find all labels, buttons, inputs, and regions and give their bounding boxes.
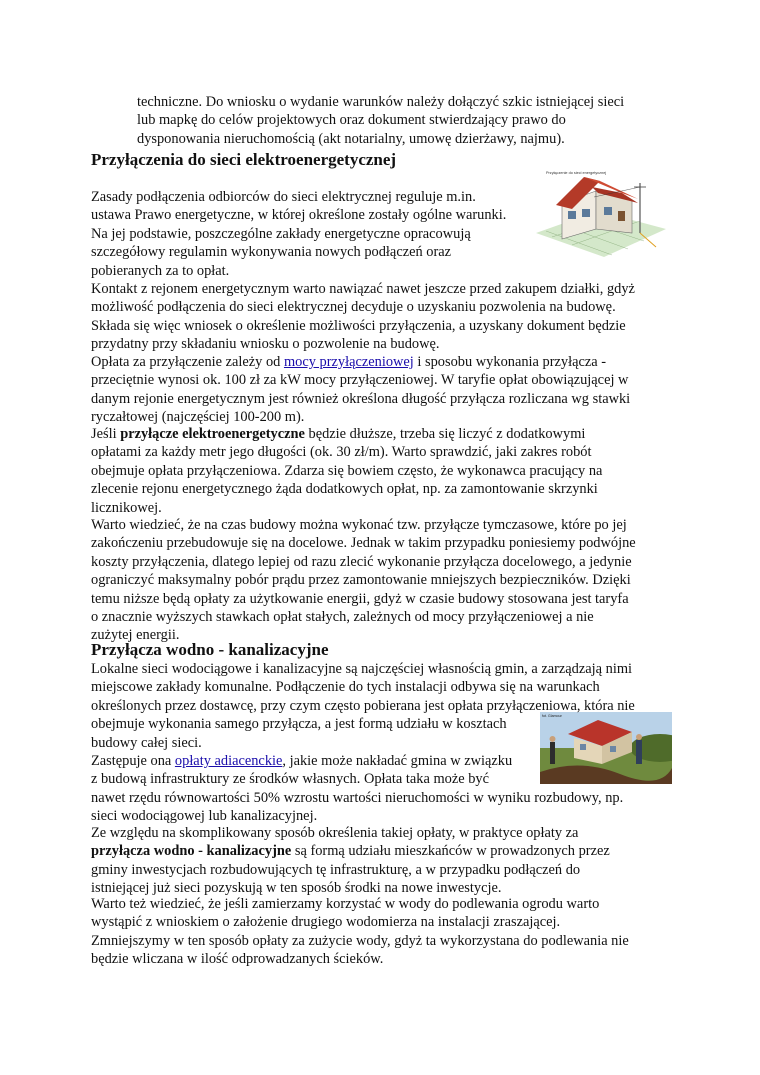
text-span: są formą udziału mieszkańców w prowadzonych przez	[291, 843, 610, 860]
text-line: lub mapkę do celów projektowych oraz dokument stwierdzający prawo do	[137, 112, 566, 129]
text-line: ograniczyć maksymalny pobór prądu przez zamontowanie mniejszych bezpieczników. Dzięki	[91, 572, 631, 589]
text-span: Zastępuje ona	[91, 753, 175, 769]
text-line: możliwość podłączenia do sieci elektrycznej decyduje o uzyskaniu pozwolenia na budowę.	[91, 299, 616, 316]
paragraph	[91, 425, 671, 517]
text-line: nawet rzędu równowartości 50% wzrostu wartości nieruchomości w wyniku rozbudowy, np.	[91, 789, 624, 806]
paragraph	[91, 824, 671, 898]
text-line: zużytej energii.	[91, 627, 180, 644]
text-line: wystąpić z wnioskiem o założenie drugiego wodomierza na instalacji zraszającej.	[91, 914, 561, 931]
text-line: szczegółowy regulamin wykonywania nowych podłączeń oraz	[91, 244, 452, 261]
text-line: miejscowe zakłady komunalne. Podłączenie do tych instalacji odbywa się na warunkach	[91, 679, 600, 696]
paragraph	[91, 752, 671, 826]
text-line: licznikowej.	[91, 499, 162, 516]
paragraph	[91, 516, 671, 645]
text-line: Warto wiedzieć, że na czas budowy można wykonać tzw. przyłącze tymczasowe, które po jej	[91, 517, 627, 533]
text-line: sieci wodociągowej lub kanalizacyjnej.	[91, 808, 318, 825]
text-line: Na jej podstawie, poszczególne zakłady energetyczne opracowują	[91, 225, 471, 242]
house-electric-illustration	[532, 167, 670, 259]
text-line: Zmniejszymy w ten sposób opłaty za zużycie wody, gdyż ta wykorzystana do podlewania nie	[91, 932, 629, 949]
paragraph	[91, 188, 531, 280]
house-illustration-svg	[532, 167, 670, 259]
text-line: Kontakt z rejonem energetycznym warto nawiązać nawet jeszcze przed zakupem działki, gdyż	[91, 281, 635, 297]
text-line: będzie wliczana w ilość odprowadzanych ścieków.	[91, 951, 384, 968]
text-line: techniczne. Do wniosku o wydanie warunków należy dołączyć szkic istniejącej sieci	[137, 94, 625, 110]
text-line: gminy inwestycjach rozbudowujących tę infrastrukturę, a w przypadku podłączeń do	[91, 861, 581, 878]
section-heading-electric: Przyłączenia do sieci elektroenergetycznej	[91, 150, 397, 169]
text-line: przydatny przy składaniu wniosku o pozwolenie na budowę.	[91, 336, 440, 353]
text-line: przeciętnie wynosi ok. 100 zł za kW mocy przyłączeniowej. W taryfie opłat obowiązującej w	[91, 372, 629, 389]
text-line: obejmuje opłata przyłączeniowa. Zdarza się bowiem często, że wykonawca pracujący na	[91, 462, 603, 479]
text-line: danym rejonie energetycznym jest również określona długość przyłącza rozliczana wg stawki	[91, 390, 631, 407]
text-line: opłatami za każdy metr jego długości (ok. 30 zł/m). Warto sprawdzić, jaki zakres robót	[91, 444, 592, 461]
text-span: będzie dłuższe, trzeba się liczyć z dodatkowymi	[304, 426, 586, 442]
text-line: ryczałtowej (najczęściej 100-200 m).	[91, 409, 305, 426]
text-line: pobieranych za to opłat.	[91, 262, 230, 279]
paragraph	[91, 280, 671, 354]
text-line: o znacznie wyższych stawkach opłat stałych, zależnych od mocy przyłączeniowej a nie	[91, 609, 594, 626]
text-line: określonych przez dostawcę, przy czym często pobierana jest opłata przyłączeniowa, która nie	[91, 697, 635, 714]
text-span: i sposobu wykonania przyłącza -	[413, 354, 607, 370]
text-span: Opłata za przyłączenie zależy od	[91, 354, 284, 370]
image-caption: Przyłączenie do sieci energetycznej	[546, 171, 607, 175]
text-span: Jeśli	[91, 426, 121, 442]
text-line: koszty przyłączenia, dlatego lepiej od razu zlecić wykonanie przyłącza docelowego, a jedynie	[91, 553, 632, 570]
text-line: Składa się więc wniosek o określenie możliwości przyłączenia, a uzyskany dokument będzie	[91, 317, 626, 334]
bold-term: przyłącze elektroenergetyczne	[120, 426, 305, 442]
text-line: Warto też wiedzieć, że jeśli zamierzamy korzystać w wody do podlewania ogrodu warto	[91, 896, 600, 912]
text-span: , jakie może nakładać gmina w związku	[282, 753, 513, 769]
image-caption: fot. Glamour	[542, 714, 562, 718]
text-line: Lokalne sieci wodociągowe i kanalizacyjne są najczęściej własnością gmin, a zarządzają nimi	[91, 661, 633, 677]
text-line: dysponowania nieruchomością (akt notarialny, umowę dzierżawy, najmu).	[137, 130, 565, 147]
text-line: zakończeniu przebudowuje się na docelowe. Jednak w takim przypadku poniesiemy podwójne	[91, 535, 636, 552]
text-line: z budową infrastruktury ze środków własnych. Opłata taka może być	[91, 771, 490, 788]
link-oplaty-adiacenckie[interactable]: opłaty adiacenckie	[174, 753, 283, 769]
text-line: budowy całej sieci.	[91, 734, 202, 751]
text-line: Ze względu na skomplikowany sposób określenia takiej opłaty, w praktyce opłaty za	[91, 825, 579, 841]
text-line: zlecenie rejonu energetycznego żąda dodatkowych opłat, np. za zamontowanie skrzynki	[91, 481, 598, 498]
text-line: obejmuje wykonania samego przyłącza, a jest formą udziału w kosztach	[91, 716, 507, 733]
section-heading-water: Przyłącza wodno - kanalizacyjne	[91, 640, 329, 659]
text-line: temu niższe będą opłaty za użytkowanie energii, gdyż w czasie budowy stosowana jest taryfa	[91, 590, 629, 607]
link-mocy-przylaczeniowej[interactable]: mocy przyłączeniowej	[283, 354, 414, 370]
text-line: istniejącej już sieci pozyskują w ten sposób środki na nowe inwestycje.	[91, 880, 502, 897]
text-line: Zasady podłączenia odbiorców do sieci elektrycznej reguluje m.in.	[91, 189, 476, 205]
paragraph	[91, 895, 671, 969]
bold-term: przyłącza wodno - kanalizacyjne	[91, 843, 292, 860]
paragraph	[91, 660, 671, 752]
paragraph	[91, 353, 671, 427]
intro-paragraph	[137, 93, 667, 148]
text-line: ustawa Prawo energetyczne, w której określone zostały ogólne warunki.	[91, 207, 507, 224]
